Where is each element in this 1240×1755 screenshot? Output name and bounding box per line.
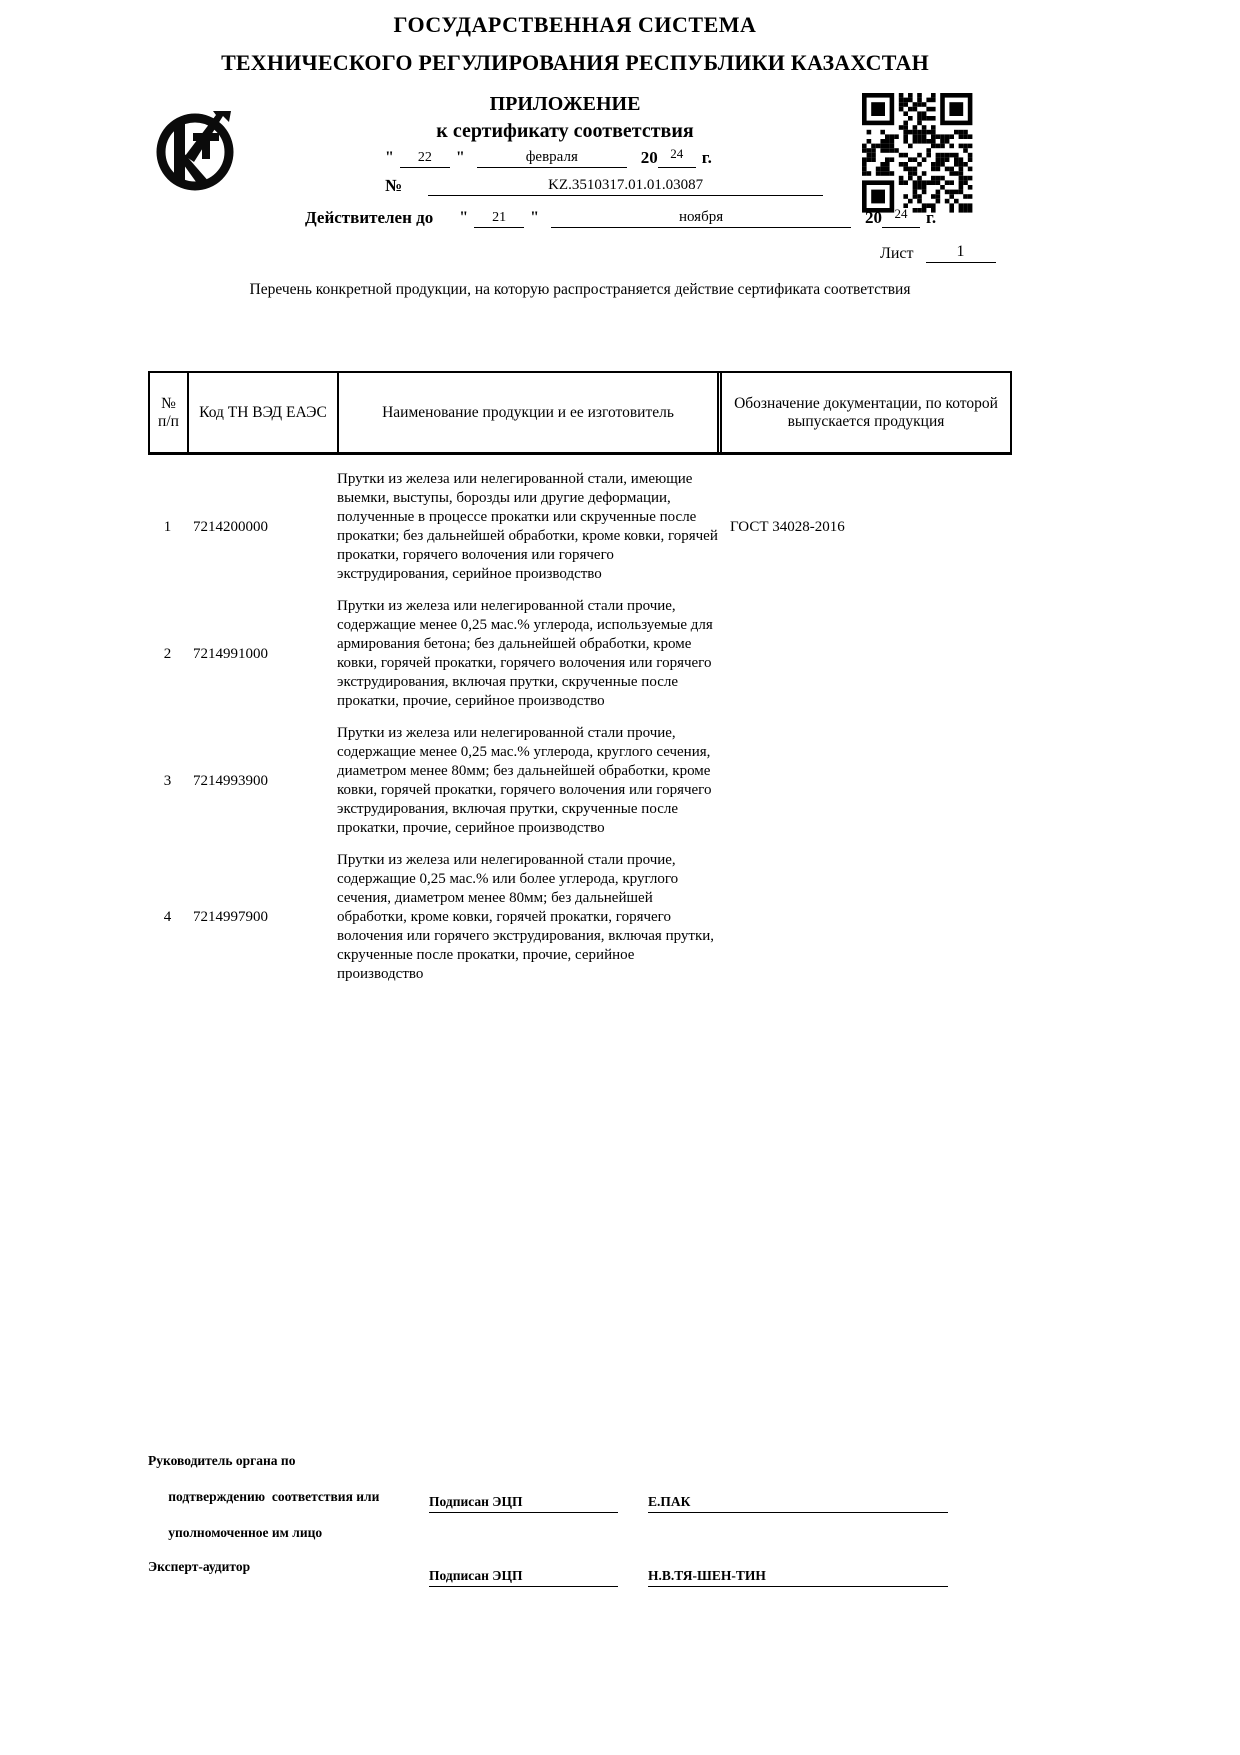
table-row xyxy=(148,470,1012,584)
issue-month-field: февраля xyxy=(477,149,627,168)
valid-until-label: Действителен до xyxy=(305,208,434,227)
products-table-body xyxy=(148,458,1012,984)
valid-year-field: 24 xyxy=(882,206,920,228)
page-title-line2: ТЕХНИЧЕСКОГО РЕГУЛИРОВАНИЯ РЕСПУБЛИКИ КАЗАХСТАН xyxy=(221,50,929,75)
valid-month-field: ноября xyxy=(551,209,851,228)
issue-day-field: 22 xyxy=(400,150,450,168)
signed-ecp-label: Подписан ЭЦП xyxy=(429,1494,523,1509)
head-signature-field xyxy=(429,1484,618,1513)
valid-year-suffix: г. xyxy=(926,208,937,227)
close-quote: " xyxy=(455,149,465,166)
certificate-number-field: KZ.3510317.01.01.03087 xyxy=(428,177,823,196)
row-tnved-code: 7214991000 xyxy=(193,645,268,662)
issue-century: 20 xyxy=(640,148,658,167)
row-tnved-code: 7214997900 xyxy=(193,909,268,925)
doc-subtype-title: к сертификату соответствия xyxy=(436,120,694,142)
doc-type-title: ПРИЛОЖЕНИЕ xyxy=(489,93,641,115)
issue-year-field: 24 xyxy=(658,146,696,168)
row-product-name: Прутки из железа или нелегированной стали прочие, содержащие 0,25 мас.% или более углерода, круглого сечения, диаметром менее 80мм; без дальнейшей обработки, кроме ковки, горячей прокатки, горячего волочения или горячего экструдирования, включая прутки, скрученные после прокатки, прочие, серийное производство xyxy=(337,852,715,982)
head-role-line1: Руководитель органа по xyxy=(148,1453,296,1468)
sheet-number-line xyxy=(880,243,996,263)
row-tnved-code: 7214993900 xyxy=(193,772,268,789)
header-cell-doc: Обозначение документации, по которой выпускается продукция xyxy=(717,373,1010,452)
row-product-name: Прутки из железа или нелегированной стали прочие, содержащие менее 0,25 мас.% углерода, круглого сечения, диаметром менее 80мм; без дальнейшей обработки, кроме ковки, горячей прокатки, горячего волочения или горячего экструдирования, включая прутки, скрученные после прокатки, прочие, серийное производство xyxy=(337,725,712,836)
row-tnved-code: 7214200000 xyxy=(193,518,268,535)
row-doc-reference: ГОСТ 34028-2016 xyxy=(730,518,845,535)
sheet-number-field: 1 xyxy=(926,243,996,263)
issue-date-line xyxy=(385,146,712,168)
table-row xyxy=(148,851,1012,984)
auditor-name: Н.В.ТЯ-ШЕН-ТИН xyxy=(648,1568,766,1583)
page-title-line1: ГОСУДАРСТВЕННАЯ СИСТЕМА xyxy=(393,12,757,37)
auditor-name-field xyxy=(648,1558,948,1587)
certificate-number-line xyxy=(385,176,823,196)
row-number: 2 xyxy=(163,645,172,662)
sheet-label: Лист xyxy=(880,245,914,262)
head-name-field xyxy=(648,1484,948,1513)
valid-day-field: 21 xyxy=(474,210,524,228)
head-role-line3: уполномоченное им лицо xyxy=(168,1525,323,1540)
products-table-header xyxy=(148,371,1012,455)
valid-until-line xyxy=(305,206,936,228)
header-cell-code: Код ТН ВЭД ЕАЭС xyxy=(189,373,339,452)
header-cell-num: № п/п xyxy=(150,373,189,452)
close-quote: " xyxy=(530,209,540,226)
signatures-block xyxy=(148,1452,1012,1602)
auditor-signature-field xyxy=(429,1558,618,1587)
head-role-line2: подтверждению соответствия или xyxy=(168,1489,380,1504)
head-name: Е.ПАК xyxy=(648,1494,691,1509)
row-number: 1 xyxy=(163,518,172,535)
row-number: 4 xyxy=(163,909,172,925)
head-role-text xyxy=(148,1452,438,1560)
open-quote: " xyxy=(459,209,469,226)
number-label: № xyxy=(385,176,403,195)
table-row xyxy=(148,597,1012,711)
row-product-name: Прутки из железа или нелегированной стали, имеющие выемки, выступы, борозды или другие деформации, полученные в процессе прокатки или скрученные после прокатки; без дальнейшей обработки, кроме ковки, горячей прокатки, горячего волочения или горячего экструдирования, серийное производство xyxy=(337,471,718,582)
open-quote: " xyxy=(385,149,394,166)
row-number: 3 xyxy=(163,772,172,789)
issue-year-suffix: г. xyxy=(701,148,712,167)
header-cell-name: Наименование продукции и ее изготовитель xyxy=(382,403,674,421)
auditor-role-text: Эксперт-аудитор xyxy=(148,1559,251,1574)
list-subtitle: Перечень конкретной продукции, на которую распространяется действие сертификата соответствия xyxy=(249,281,911,298)
signed-ecp-label: Подписан ЭЦП xyxy=(429,1568,523,1583)
valid-century: 20 xyxy=(865,208,883,227)
row-product-name: Прутки из железа или нелегированной стали прочие, содержащие менее 0,25 мас.% углерода, используемые для армирования бетона; без дальнейшей обработки, кроме ковки, горячей прокатки, горячего волочения или горячего экструдирования, включая прутки, скрученные после прокатки, прочие, серийное производство xyxy=(337,598,713,709)
table-row xyxy=(148,724,1012,838)
